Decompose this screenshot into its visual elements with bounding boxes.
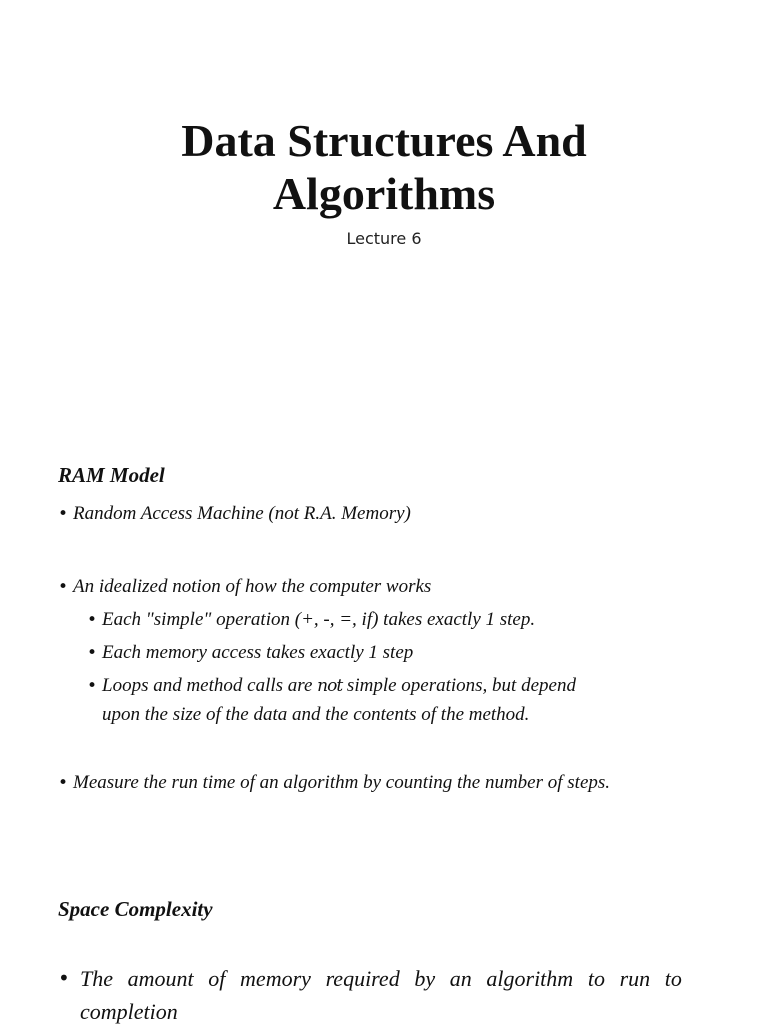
- space-bullet-1-text: [80, 966, 682, 992]
- ram-sub-bullet-3-text-a: Loops and method calls are: [102, 675, 318, 696]
- space-bullet-1-word: required: [325, 966, 400, 991]
- space-bullet-1-word: memory: [240, 966, 311, 991]
- space-bullet-1-word: an: [449, 966, 472, 991]
- ram-sub-bullet-3: [87, 671, 576, 701]
- bullet-glyph: •: [87, 610, 98, 630]
- subtitle: Lecture 6: [346, 229, 422, 248]
- space-bullet-glyph: •: [58, 966, 70, 990]
- ram-model-heading: RAM Model: [58, 463, 165, 487]
- ram-sub-bullet-2-text: Each memory access takes exactly 1 step: [102, 642, 414, 663]
- ram-bullet-2-text: An idealized notion of how the computer works: [73, 576, 432, 597]
- space-bullet-1-word: algorithm: [486, 966, 574, 991]
- ram-bullet-2: [58, 572, 431, 602]
- bullet-glyph: •: [58, 577, 69, 597]
- ram-bullet-1-text: Random Access Machine (not R.A. Memory): [73, 503, 411, 524]
- ram-sub-bullet-3-continuation: upon the size of the data and the contents of the method.: [102, 704, 530, 725]
- ram-sub-bullet-3-text-b: simple operations, but depend: [342, 675, 576, 696]
- ram-sub-bullet-2: [87, 638, 413, 668]
- ram-sub-bullet-3-emphasis: not: [317, 676, 343, 696]
- bullet-glyph: •: [87, 643, 98, 663]
- ram-sub-bullet-1-text: Each "simple" operation (+, -, =, if) takes exactly 1 step.: [102, 609, 536, 630]
- space-bullet-1-word: of: [208, 966, 226, 991]
- space-bullet-1-continuation: completion: [80, 999, 178, 1024]
- title-line-1: Data Structures And: [181, 115, 587, 166]
- space-bullet-1-word: run: [619, 966, 651, 991]
- ram-sub-bullet-1: [87, 605, 535, 635]
- ram-bullet-1: [58, 499, 411, 529]
- bullet-glyph: •: [87, 676, 98, 696]
- space-complexity-heading: Space Complexity: [58, 897, 213, 921]
- bullet-glyph: •: [58, 773, 69, 793]
- space-bullet-1-word: The: [80, 966, 113, 991]
- ram-bullet-3: [58, 768, 610, 798]
- space-bullet-1-word: to: [664, 966, 682, 991]
- ram-bullet-3-text: Measure the run time of an algorithm by counting the number of steps.: [73, 772, 611, 793]
- space-bullet-1-word: to: [587, 966, 605, 991]
- bullet-glyph: •: [58, 504, 69, 524]
- space-bullet-1-word: amount: [127, 966, 194, 991]
- space-bullet-1-word: by: [414, 966, 436, 991]
- title-line-2: Algorithms: [272, 168, 496, 219]
